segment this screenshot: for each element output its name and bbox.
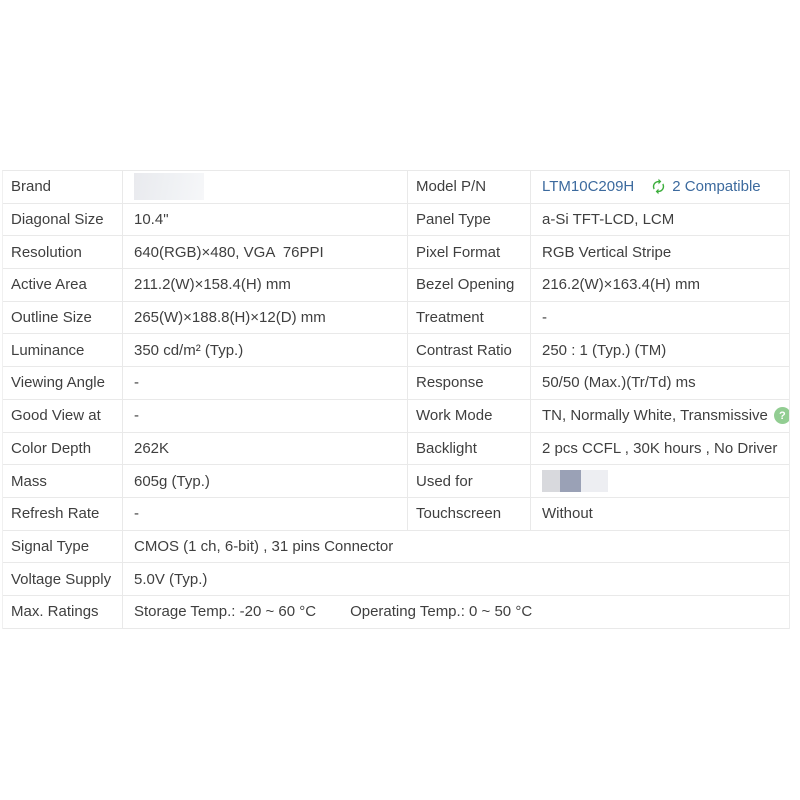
work-mode-text: TN, Normally White, Transmissive [542,407,768,425]
spec-value-used-for [531,465,789,497]
spec-label-signal-type: Signal Type [3,531,123,563]
spec-label: Resolution [3,236,123,268]
spec-value: - [123,498,408,530]
spec-label: Bezel Opening [408,269,531,301]
spec-value: 50/50 (Max.)(Tr/Td) ms [542,374,696,392]
spec-label: Mass [3,465,123,497]
table-row [3,563,789,596]
operating-temp-text: Operating Temp.: 0 ~ 50 °C [350,603,533,621]
spec-label-brand: Brand [3,171,123,203]
spec-label: Contrast Ratio [408,334,531,366]
compatible-link[interactable]: 2 Compatible [672,178,761,196]
spec-label: Panel Type [408,204,531,236]
table-row [3,171,789,204]
spec-label: Luminance [3,334,123,366]
spec-value: 216.2(W)×163.4(H) mm [542,276,700,294]
used-for-redacted-block [542,470,608,492]
sync-icon[interactable] [650,178,667,195]
table-row [3,302,789,335]
spec-value: 250 : 1 (Typ.) (TM) [542,341,667,359]
spec-value-voltage-supply: 5.0V (Typ.) [134,570,208,588]
spec-value: RGB Vertical Stripe [542,243,672,261]
spec-label: Refresh Rate [3,498,123,530]
spec-label: Diagonal Size [3,204,123,236]
spec-label: Pixel Format [408,236,531,268]
spec-value: 265(W)×188.8(H)×12(D) mm [123,302,408,334]
spec-value: 262K [123,433,408,465]
spec-label-work-mode: Work Mode [408,400,531,432]
spec-label-max-ratings: Max. Ratings [3,596,123,628]
table-row [3,531,789,564]
table-row [3,498,789,531]
spec-table [2,170,790,629]
spec-value-brand [123,171,408,203]
spec-value: - [123,367,408,399]
spec-value-model-pn [531,171,789,203]
redacted-segment [560,470,581,492]
spec-value-max-ratings [123,596,789,628]
spec-label-used-for: Used for [408,465,531,497]
spec-label: Good View at [3,400,123,432]
table-row [3,465,789,498]
spec-value: 211.2(W)×158.4(H) mm [123,269,408,301]
spec-label: Touchscreen [408,498,531,530]
spec-value: 350 cd/m² (Typ.) [123,334,408,366]
table-row [3,367,789,400]
spec-value: a-Si TFT-LCD, LCM [542,211,675,229]
spec-label-voltage-supply: Voltage Supply [3,563,123,595]
table-row [3,334,789,367]
table-row [3,204,789,237]
table-row [3,400,789,433]
spec-label: Backlight [408,433,531,465]
storage-temp-text: Storage Temp.: -20 ~ 60 °C [134,603,317,621]
model-pn-text: LTM10C209H [542,178,635,196]
spec-value: 605g (Typ.) [123,465,408,497]
redacted-segment [581,470,608,492]
spec-value-signal-type: CMOS (1 ch, 6-bit) , 31 pins Connector [134,537,394,555]
spec-label-model-pn: Model P/N [408,171,531,203]
table-row [3,433,789,466]
spec-value: - [123,400,408,432]
spec-value: - [542,309,547,327]
spec-value: 640(RGB)×480, VGA 76PPI [123,236,408,268]
spec-value-work-mode [531,400,789,432]
spec-value: 2 pcs CCFL , 30K hours , No Driver [542,439,778,457]
spec-value: 10.4" [123,204,408,236]
spec-label: Treatment [408,302,531,334]
table-row [3,236,789,269]
table-row [3,269,789,302]
spec-label: Color Depth [3,433,123,465]
help-icon[interactable]: ? [774,407,789,424]
spec-label: Viewing Angle [3,367,123,399]
redacted-segment [542,470,560,492]
spec-label: Outline Size [3,302,123,334]
spec-label: Response [408,367,531,399]
brand-redacted-block [134,173,204,200]
spec-value: Without [542,505,593,523]
spec-label: Active Area [3,269,123,301]
table-row [3,596,789,629]
